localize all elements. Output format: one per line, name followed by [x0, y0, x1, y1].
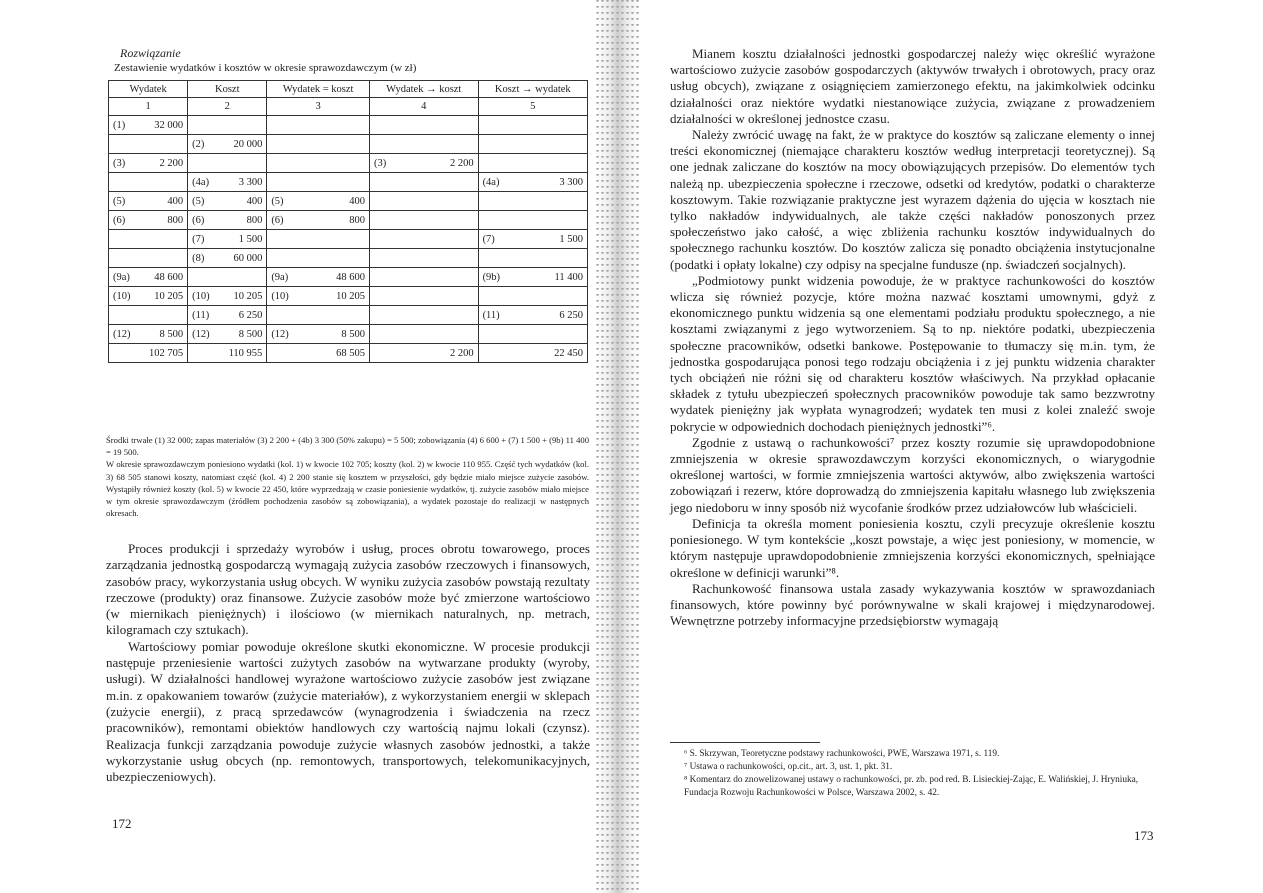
- table-cell: [369, 249, 478, 268]
- table-cell: [267, 154, 370, 173]
- table-cell: [369, 135, 478, 154]
- expense-cost-table: [108, 80, 588, 363]
- table-cell: [109, 344, 188, 363]
- entry-amount: 48 600: [154, 271, 184, 283]
- header-cell: Wydatek → koszt: [369, 81, 478, 98]
- table-notes: [106, 434, 589, 519]
- entry-ref: (12): [192, 328, 210, 340]
- table-cell: [109, 325, 188, 344]
- entry-ref: (10): [113, 290, 131, 302]
- table-cell: [109, 211, 188, 230]
- entry-amount: 8 500: [341, 328, 365, 340]
- entry-amount: 800: [246, 214, 263, 226]
- table-cell: [188, 154, 267, 173]
- entry-ref: (5): [192, 195, 205, 207]
- note-paragraph: Środki trwałe (1) 32 000; zapas materiałów (3) 2 200 + (4b) 3 300 (50% zakupu) = 5 500; zobowiązania (4) 6 600 + (7) 1 500 + (9b) 11 400 = 19 500.: [106, 435, 589, 458]
- column-number: 2: [188, 98, 267, 116]
- table-cell: [109, 154, 188, 173]
- table-row: [109, 287, 588, 306]
- page-number: 173: [1134, 828, 1154, 843]
- table-cell: [109, 116, 188, 135]
- table-cell: [188, 287, 267, 306]
- table-cell: [267, 325, 370, 344]
- entry-ref: (12): [271, 328, 289, 340]
- table-cell: [188, 135, 267, 154]
- table-cell: [109, 306, 188, 325]
- entry-amount: 8 500: [159, 328, 184, 340]
- table-cell: [188, 116, 267, 135]
- table-cell: [478, 249, 587, 268]
- entry-ref: (6): [271, 214, 284, 226]
- table-cell: [109, 173, 188, 192]
- body-paragraph: Wartościowy pomiar powoduje określone skutki ekonomiczne. W procesie produkcji następuje przeniesienie wartości zużytych zasobów na wytwarzane produkty (wyroby, usługi). W działalności handlowej wyrażone wartościowo zużycie zasobów jest związane m.in. z opakowaniem towarów (zużycie materiałów), z wykorzystaniem energii w sklepach (zużycie energii), z pracą sprzedawców (wynagrodzenia i świadczenia na rzecz pracowników), remontami obiektów handlowych czy wartością najmu lokali (czynsz). Realizacja funkcji zarządzania powoduje zużycie własnych zasobów jednostki, a także wykorzystanie usług obcych (np. remontowych, transportowych, telekomunikacyjnych, ubezpieczeniowych).: [106, 638, 590, 785]
- column-number: 5: [478, 98, 587, 116]
- footnotes: [670, 748, 1155, 800]
- table-row: [109, 249, 588, 268]
- table-cell: [478, 116, 587, 135]
- entry-amount: 20 000: [233, 138, 263, 150]
- table-cell: [109, 287, 188, 306]
- table-cell: [109, 230, 188, 249]
- entry-amount: 10 205: [154, 290, 184, 302]
- entry-ref: (2): [192, 138, 205, 150]
- entry-ref: (3): [373, 157, 387, 169]
- entry-ref: (7): [192, 233, 205, 245]
- table-cell: [267, 135, 370, 154]
- entry-amount: 8 500: [238, 328, 263, 340]
- entry-amount: 400: [246, 195, 263, 207]
- entry-ref: (5): [271, 195, 284, 207]
- table-cell: [188, 211, 267, 230]
- entry-amount: 400: [167, 195, 184, 207]
- note-paragraph: W okresie sprawozdawczym poniesiono wydatki (kol. 1) w kwocie 102 705; koszty (kol. 2) w kwocie 110 955. Część tych wydatków (kol. 3) 68 505 stanowi koszty, natomiast część (kol. 4) 2 200 stanie się kosztem w przyszłości, gdy będzie miało miejsce zużycie zasobów. Wystąpiły również koszty (kol. 5) w kwocie 22 450, które wyprzedzają w czasie poniesienie wydatków, tj. zużycie zasobów miało miejsce w tym okresie sprawozdawczym (źródłem pochodzenia zasobów są zobowiązania), a wydatek pozostaje do realizacji w następnych okresach.: [106, 459, 589, 519]
- entry-amount: 1 500: [559, 233, 583, 245]
- entry-amount: 2 200: [449, 157, 474, 169]
- entry-ref: (9a): [113, 271, 130, 283]
- table-cell: [188, 192, 267, 211]
- entry-ref: (5): [113, 195, 126, 207]
- entry-ref: (10): [271, 290, 289, 302]
- table-cell: [188, 306, 267, 325]
- table-cell: [369, 287, 478, 306]
- entry-amount: 22 450: [554, 347, 583, 359]
- entry-ref: (8): [192, 252, 205, 264]
- header-cell: Wydatek: [109, 81, 188, 98]
- table-row: [109, 116, 588, 135]
- table-cell: [369, 230, 478, 249]
- table-cell: [369, 173, 478, 192]
- table-header-row: [109, 81, 588, 98]
- table-cell: [478, 306, 587, 325]
- table-row: [109, 154, 588, 173]
- table-cell: [267, 344, 370, 363]
- table-cell: [267, 173, 370, 192]
- table-cell: [109, 249, 188, 268]
- table-row: [109, 211, 588, 230]
- table-row: [109, 306, 588, 325]
- table-cell: [188, 230, 267, 249]
- table-cell: [267, 306, 370, 325]
- table-cell: [267, 230, 370, 249]
- section-heading: Rozwiązanie: [120, 46, 181, 60]
- table-cell: [478, 192, 587, 211]
- body-paragraph: Definicja ta określa moment poniesienia kosztu, czyli precyzuje określenie kosztu poniesionego. W tym kontekście „koszt powstaje, a więc jest poniesiony, w momencie, w którym następuje uprawdopodobnienie zmniejszenia korzyści ekonomicznych, spełniające określone w definicji warunki”⁸.: [670, 515, 1155, 580]
- table-cell: [369, 192, 478, 211]
- table-cell: [369, 306, 478, 325]
- entry-amount: 800: [349, 214, 365, 226]
- entry-ref: (4a): [192, 176, 210, 188]
- table-cell: [478, 287, 587, 306]
- header-cell: Wydatek = koszt: [267, 81, 370, 98]
- entry-ref: (7): [482, 233, 495, 245]
- entry-ref: (12): [113, 328, 131, 340]
- table-row: [109, 135, 588, 154]
- table-row: [109, 192, 588, 211]
- table-cell: [369, 344, 478, 363]
- table-cell: [478, 211, 587, 230]
- body-paragraph: Należy zwrócić uwagę na fakt, że w praktyce do kosztów są zaliczane elementy o innej treści ekonomicznej (niemające charakteru kosztów według interpretacji teoretycznej). Są one jednak zaliczane do kosztów na mocy obowiązujących przepisów. Do elementów tych należą np. ubezpieczenia społeczne i rzeczowe, odsetki od kredytów, podatki o charakterze kosztowym. Takie rozwiązanie praktyczne jest wyrazem dążenia do ujęcia w kosztach nie tylko nakładów indywidualnych, ale także części nakładów ponoszonych przez społeczeństwo jako całość, a więc zbliżenia rachunku kosztów indywidualnych do społecznego rachunku kosztów. Do kosztów zalicza się ponadto obciążenia instytucjonalne (podatki i opłaty lokalne) czy odpisy na specjalne fundusze (np. świadczeń socjalnych).: [670, 127, 1155, 272]
- entry-amount: 68 505: [336, 347, 365, 359]
- entry-ref: (10): [192, 290, 210, 302]
- entry-ref: (3): [113, 157, 126, 169]
- table-row: [109, 325, 588, 344]
- table-body: [109, 116, 588, 363]
- table-cell: [478, 230, 587, 249]
- column-number-row: [109, 98, 588, 116]
- table-cell: [109, 192, 188, 211]
- column-number: 3: [267, 98, 370, 116]
- entry-ref: (4a): [482, 176, 500, 188]
- table-cell: [267, 116, 370, 135]
- column-number: 4: [369, 98, 478, 116]
- table-cell: [188, 325, 267, 344]
- table-cell: [109, 268, 188, 287]
- table-cell: [369, 268, 478, 287]
- entry-amount: 6 250: [559, 309, 583, 321]
- body-paragraph: Rachunkowość finansowa ustala zasady wykazywania kosztów w sprawozdaniach finansowych, które powinny być porównywalne w skali krajowej i międzynarodowej. Wewnętrzne potrzeby informacyjne przedsiębiorstw wymagają: [670, 580, 1155, 629]
- entry-ref: (6): [113, 214, 126, 226]
- table-row: [109, 230, 588, 249]
- table-cell: [369, 154, 478, 173]
- entry-amount: 3 300: [559, 176, 583, 188]
- table-cell: [478, 344, 587, 363]
- table-cell: [109, 135, 188, 154]
- entry-amount: 400: [349, 195, 365, 207]
- table-row: [109, 344, 588, 363]
- table-cell: [267, 211, 370, 230]
- entry-ref: (6): [192, 214, 205, 226]
- body-paragraph: Proces produkcji i sprzedaży wyrobów i usług, proces obrotu towarowego, proces zarządzania jednostką gospodarczą wymagają zużycia zasobów rzeczowych i finansowych, zasobów pracy, wykorzystania usług obcych. W wyniku zużycia zasobów powstają rezultaty rzeczowe (produkty) oraz finansowe. Zużycie zasobów może być zmierzone wartościowo (w miernikach pieniężnych) i ilościowo (w miernikach naturalnych, np. metrach, kilogramach czy sztukach).: [106, 541, 590, 638]
- footnote: ⁸ Komentarz do znowelizowanej ustawy o rachunkowości, pr. zb. pod red. B. Lisieckiej-Zając, E. Walińskiej, J. Hryniuka, Fundacja Rozwoju Rachunkowości w Polsce, Warszawa 2002, s. 42.: [684, 775, 1139, 798]
- entry-amount: 32 000: [154, 119, 184, 131]
- table-cell: [188, 268, 267, 287]
- table-cell: [188, 344, 267, 363]
- entry-ref: (11): [192, 309, 210, 321]
- table-cell: [369, 211, 478, 230]
- table-cell: [478, 268, 587, 287]
- entry-amount: 60 000: [233, 252, 263, 264]
- table-cell: [267, 268, 370, 287]
- entry-ref: (11): [482, 309, 500, 321]
- entry-amount: 10 205: [233, 290, 263, 302]
- entry-ref: (9b): [482, 271, 501, 283]
- right-body-text: [670, 46, 1155, 629]
- header-cell: Koszt → wydatek: [478, 81, 587, 98]
- entry-amount: 11 400: [554, 271, 583, 283]
- left-body-text: [106, 541, 590, 785]
- entry-amount: 2 200: [449, 347, 474, 359]
- table-cell: [188, 249, 267, 268]
- entry-amount: 3 300: [238, 176, 263, 188]
- entry-amount: 1 500: [238, 233, 263, 245]
- table-row: [109, 268, 588, 287]
- table-cell: [478, 325, 587, 344]
- table-cell: [267, 192, 370, 211]
- entry-ref: (1): [113, 119, 126, 131]
- entry-ref: (9a): [271, 271, 289, 283]
- table-cell: [188, 173, 267, 192]
- page-number: 172: [112, 816, 132, 831]
- footnote-divider: [670, 742, 820, 743]
- body-paragraph: Zgodnie z ustawą o rachunkowości⁷ przez koszty rozumie się uprawdopodobnione zmniejszenia w okresie sprawozdawczym korzyści ekonomicznych, o wiarygodnie określonej wartości, w formie zmniejszenia wartości aktywów, albo zwiększenia wartości zobowiązań i rezerw, które doprowadzą do zmniejszenia kapitału własnego lub zwiększenia jego niedoboru w inny sposób niż wycofanie środków przez udziałowców lub właścicieli.: [670, 434, 1155, 515]
- entry-amount: 10 205: [336, 290, 365, 302]
- table-cell: [267, 249, 370, 268]
- body-paragraph: Mianem kosztu działalności jednostki gospodarczej należy więc określić wyrażone wartościowo zużycie zasobów gospodarczych (aktywów trwałych i obrotowych, pracy oraz usług obcych), związane z osiągnięciem zamierzonego efektu, na jakimkolwiek odcinku działalności oraz niektóre wydatki niestanowiące zużycia, związane z prowadzeniem działalności w określonej jednostce czasu.: [670, 46, 1155, 126]
- table-cell: [478, 154, 587, 173]
- footnote: ⁷ Ustawa o rachunkowości, op.cit., art. 3, ust. 1, pkt. 31.: [684, 762, 893, 772]
- entry-amount: 102 705: [149, 347, 184, 359]
- table-cell: [267, 287, 370, 306]
- left-page: [0, 0, 615, 893]
- entry-amount: 48 600: [336, 271, 365, 283]
- table-cell: [369, 116, 478, 135]
- entry-amount: 2 200: [159, 157, 184, 169]
- table-caption: Zestawienie wydatków i kosztów w okresie sprawozdawczym (w zł): [114, 62, 417, 74]
- entry-amount: 800: [167, 214, 184, 226]
- entry-amount: 110 955: [228, 347, 263, 359]
- column-number: 1: [109, 98, 188, 116]
- table-cell: [478, 135, 587, 154]
- footnote: ⁶ S. Skrzywan, Teoretyczne podstawy rachunkowości, PWE, Warszawa 1971, s. 119.: [684, 749, 1000, 759]
- body-paragraph: „Podmiotowy punkt widzenia powoduje, że w praktyce rachunkowości do kosztów wlicza się również pozycje, które można nazwać kosztami umownymi, gdyż z ekonomicznego punktu widzenia są one elementami podziału produktu społecznego, a nie kosztami związanymi z jego wytworzeniem. Są to np. niektóre podatki, ubezpieczenia społeczne pracowników, odsetki bankowe. Postępowanie to tłumaczy się m.in. tym, że jednostka gospodarująca ponosi tego rodzaju obciążenia i z jej punktu widzenia charakter tych obciążeń nie różni się od charakteru kosztów właściwych. Na przykład opłacanie składek z tytułu ubezpieczeń społecznych pracowników powoduje tak samo bezzwrotny wydatek pieniężny jak wypłata wynagrodzeń; wydatek ten musi z kolei znaleźć swoje pokrycie w odpowiednich dochodach pieniężnych jednostki”⁶.: [670, 272, 1155, 434]
- table-row: [109, 173, 588, 192]
- entry-amount: 6 250: [238, 309, 263, 321]
- table-cell: [478, 173, 587, 192]
- header-cell: Koszt: [188, 81, 267, 98]
- table-cell: [369, 325, 478, 344]
